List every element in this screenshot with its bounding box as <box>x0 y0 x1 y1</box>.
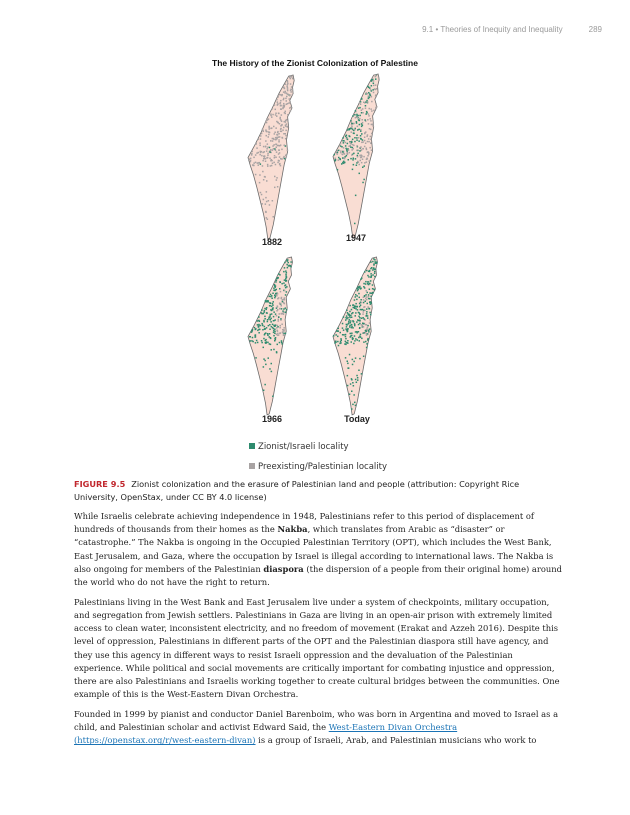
map-1966 <box>248 257 293 415</box>
map-1882 <box>248 75 294 239</box>
map-year-label-today: Today <box>344 414 370 424</box>
p1-text-b: , which translates from Arabic as “disaster” or “catastrophe.” The Nakba is ongoing in the Occupied Palestinian Territory (OPT), which includes the West Bank, East Jerusalem, and Gaza, where the occupation by Israel is illegal according to international laws. The Nakba is also ongoing for members of the Palestinian <box>74 524 554 574</box>
p1-text-a: While Israelis celebrate achieving independence in 1948, Palestinians refer to this period of displacement of hundreds of thousands from their homes as the <box>74 511 534 535</box>
map-year-label-1882: 1882 <box>261 237 283 247</box>
paragraph-3 <box>74 708 564 748</box>
map-year-label-1947: 1947 <box>345 233 367 243</box>
map-year-label-1966: 1966 <box>261 414 283 424</box>
legend-item-palestinian <box>249 462 387 472</box>
legend-item-zionist <box>249 442 349 452</box>
p1-text-c: (the dispersion of a people from their original home) around the world who do not have the right to return. <box>74 563 562 588</box>
paragraph-2: Palestinians living in the West Bank and East Jerusalem live under a system of checkpoints, military occupation, and segregation from Jewish settlers. Palestinians in Gaza are living in an open-air prison with extremely limited access to clean water, inconsistent electricity, and no freedom of movement (Erakat and Azzeh 2016). Despite this level of oppression, Palestinians in different parts of the OPT and the Palestinian diaspora still have agency, and they use this agency in different ways to resist Israeli oppression and the devaluation of the Palestinian experience. While political and social movements are critically important for combating injustice and oppression, there are also Palestinians and Israelis working together to create cultural bridges between the communities. One example of this is the West-Eastern Divan Orchestra. <box>74 596 560 700</box>
legend-label-palestinian: Preexisting/Palestinian locality <box>258 462 387 472</box>
legend-label-zionist: Zionist/Israeli locality <box>258 442 349 452</box>
paragraph-1 <box>74 510 564 589</box>
legend-swatch-zionist <box>249 443 255 449</box>
map-1882-outline <box>248 75 294 239</box>
body-text <box>74 510 564 754</box>
figure-label: FIGURE 9.5 <box>74 479 126 489</box>
p3-text-b: is a group of Israeli, Arab, and Palestinian musicians who work to <box>255 735 537 746</box>
map-1947-outline <box>333 74 379 238</box>
figure-title: The History of the Zionist Colonization of Palestine <box>212 58 418 68</box>
map-today <box>333 257 378 415</box>
figure-caption <box>74 478 564 504</box>
term-nakba: Nakba <box>277 524 308 535</box>
section-title: 9.1 • Theories of Inequity and Inequality <box>422 25 563 34</box>
p3-text-a: Founded in 1999 by pianist and conductor Daniel Barenboim, who was born in Argentina and moved to Israel as a child, and Palestinian scholar and activist Edward Said, the <box>74 709 559 733</box>
page-number: 289 <box>588 25 602 34</box>
legend-swatch-palestinian <box>249 463 255 469</box>
map-1947 <box>333 74 380 238</box>
caption-text: Zionist colonization and the erasure of Palestinian land and people (attribution: Copyright Rice University, OpenStax, under CC BY 4.0 license) <box>74 479 520 502</box>
orchestra-link[interactable]: West-Eastern Divan Orchestra (https://openstax.org/r/west-eastern-divan) <box>74 722 458 746</box>
term-diaspora: diaspora <box>263 563 304 574</box>
